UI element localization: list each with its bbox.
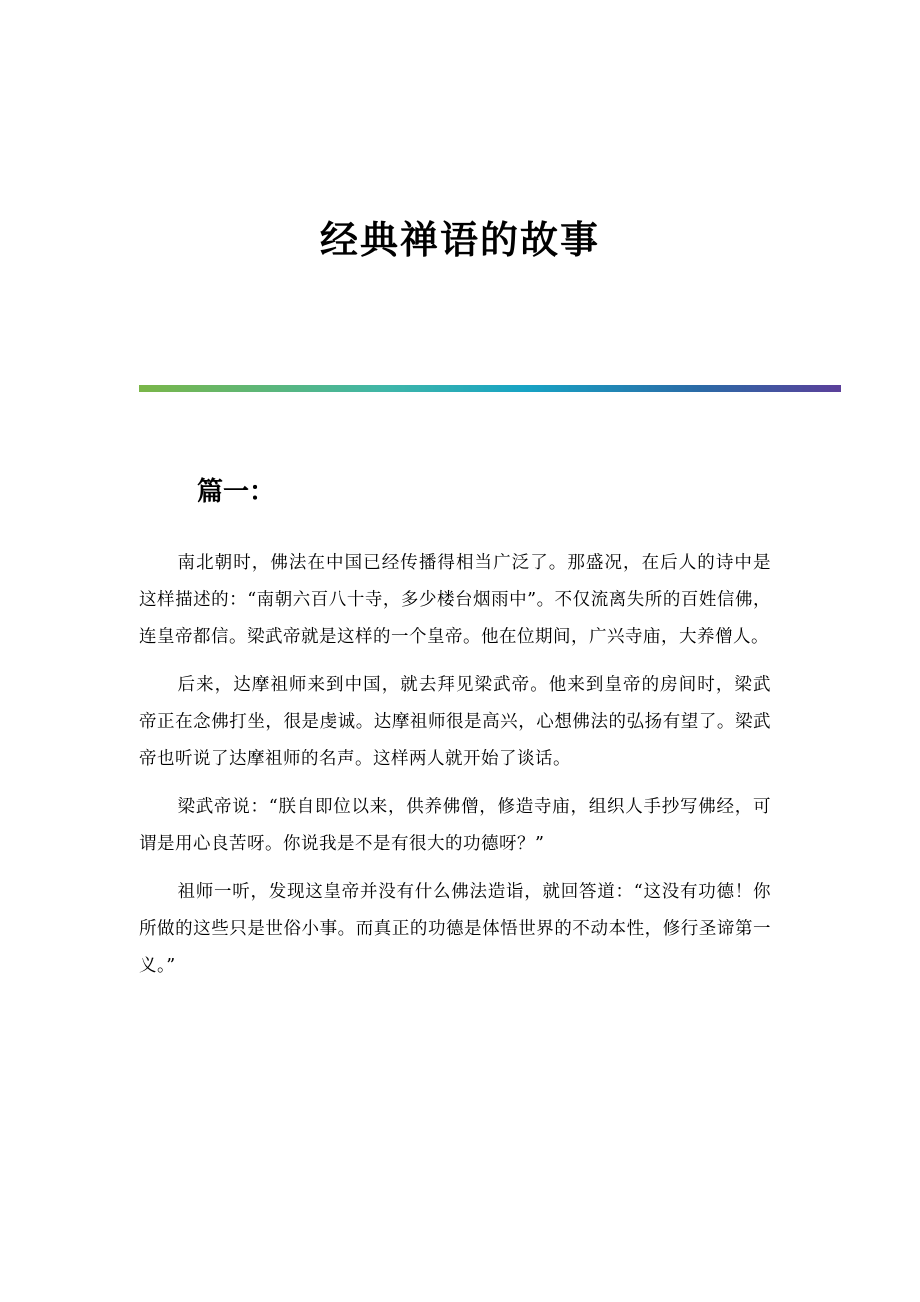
body-text (139, 545, 771, 996)
section-heading: 篇一： (197, 477, 276, 507)
paragraph-4: 祖师一听，发现这皇帝并没有什么佛法造诣，就回答道：“这没有功德！你所做的这些只是世俗小事。而真正的功德是体悟世界的不动本性，修行圣谛第一义。” (139, 882, 771, 976)
title-divider (139, 385, 841, 392)
paragraph-3: 梁武帝说：“朕自即位以来，供养佛僧，修造寺庙，组织人手抄写佛经，可谓是用心良苦呀。你说我是不是有很大的功德呀？” (139, 797, 771, 854)
paragraph-2: 后来，达摩祖师来到中国，就去拜见梁武帝。他来到皇帝的房间时，梁武帝正在念佛打坐，很是虔诚。达摩祖师很是高兴，心想佛法的弘扬有望了。梁武帝也听说了达摩祖师的名声。这样两人就开始了谈话。 (139, 675, 771, 769)
document-title: 经典禅语的故事 (319, 217, 600, 262)
paragraph-1: 南北朝时，佛法在中国已经传播得相当广泛了。那盛况，在后人的诗中是这样描述的：“南朝六百八十寺，多少楼台烟雨中”。不仅流离失所的百姓信佛，连皇帝都信。梁武帝就是这样的一个皇帝。他在位期间，广兴寺庙，大养僧人。 (139, 553, 771, 647)
